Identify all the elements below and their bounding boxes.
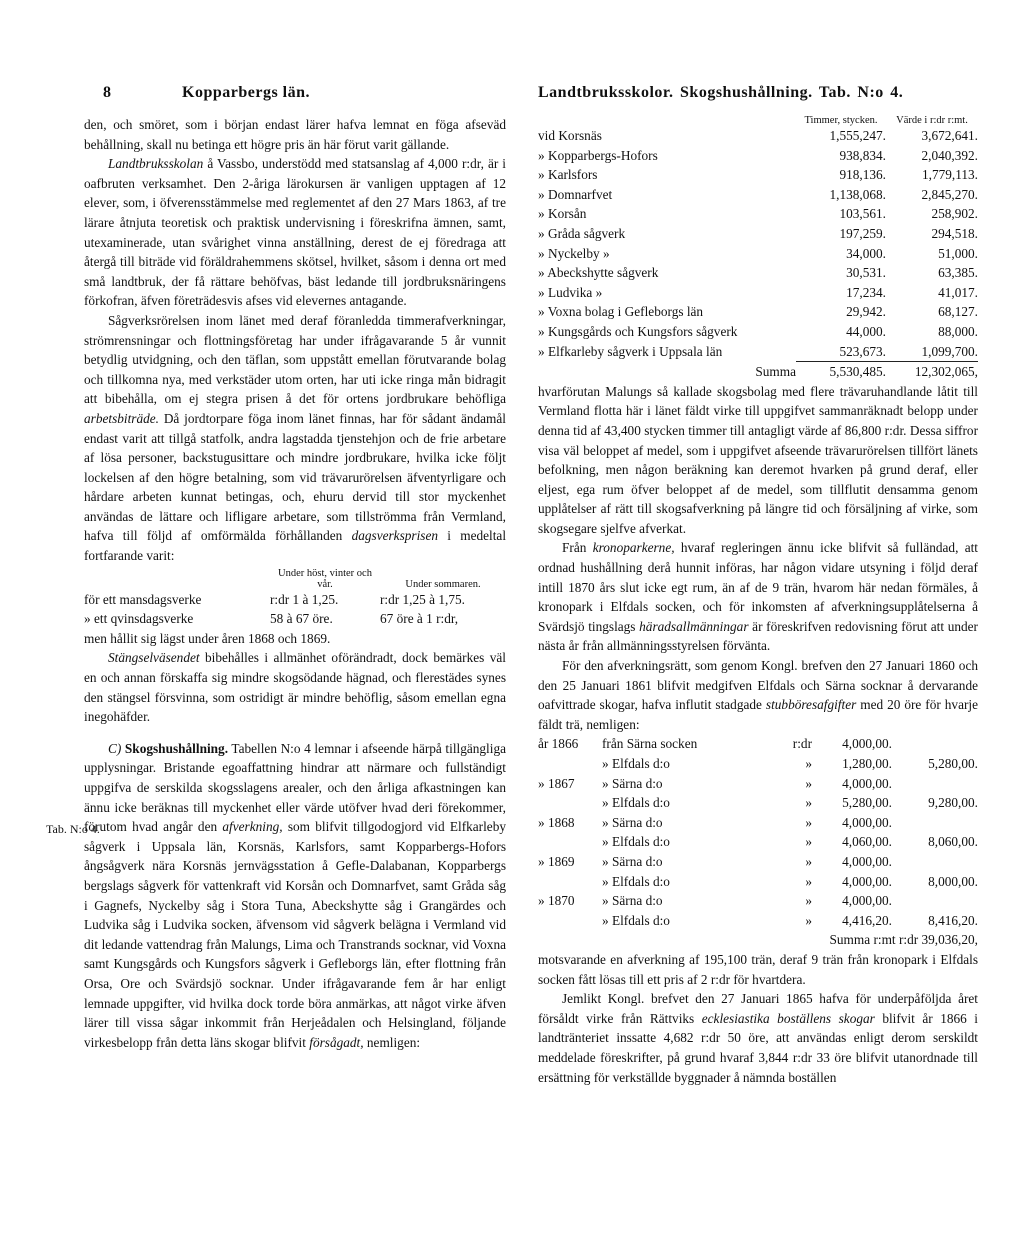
mill-timber: 30,531. [846, 265, 886, 281]
fee-parish: » Särna d:o [602, 814, 663, 830]
sawmill-table [538, 115, 978, 382]
text: Jemlikt Kongl. brefvet den 27 Januari 1865 hafva för underpåföljda året försåldt virke från Rättviks [538, 991, 978, 1026]
left-column [84, 115, 506, 1052]
fee-year: » 1868 [538, 814, 575, 830]
fee-total: 8,416,20. [928, 912, 978, 928]
wage-head-winter: Under höst, vinter och vår. [278, 567, 372, 590]
mill-name: » Voxna bolag i Gefleborgs län [538, 304, 704, 320]
fee-parish: från Särna socken [602, 736, 698, 752]
sum-value: 12,302,065, [886, 362, 978, 382]
mill-name: » Kopparbergs-Hofors [538, 147, 658, 163]
fee-parish: » Elfdals d:o [602, 873, 670, 889]
mill-timber: 103,561. [839, 206, 886, 222]
fee-sum: Summa r:mt r:dr 39,036,20, [829, 932, 978, 948]
fee-total [892, 813, 978, 833]
mill-row [538, 224, 978, 244]
mill-row [538, 185, 978, 205]
fee-amount: 4,000,00. [842, 873, 892, 889]
paragraph-fencing [84, 648, 506, 726]
fee-amount: 4,416,20. [842, 912, 892, 928]
fee-amount: 5,280,00. [842, 795, 892, 811]
paragraph-equivalent: motsvarande en afverkning af 195,100 trän, deraf 9 trän från kronopark i Elfdals socken fått lösas till ett pris af 2 r:dr för hvartdera. [538, 951, 978, 987]
mill-value: 3,672,641. [921, 128, 978, 143]
head-timber: Timmer, stycken. [804, 115, 878, 126]
fee-currency: » [805, 853, 812, 869]
fee-parish: » Särna d:o [602, 775, 663, 791]
wage-summer: 67 öre à 1 r:dr, [380, 611, 459, 627]
paragraph-stump-fees [538, 656, 978, 734]
text: i medeltal fortfarande varit: [84, 528, 507, 564]
mill-name: » Elfkarleby sågverk i Uppsala län [538, 344, 723, 360]
term-landtbruksskolan: Landtbruksskolan [108, 156, 204, 172]
mill-value: 63,385. [938, 265, 978, 281]
mill-row [538, 302, 978, 322]
mill-name: vid Korsnäs [538, 128, 602, 143]
wage-row [84, 590, 506, 610]
fee-currency: » [805, 912, 812, 928]
fee-total: 9,280,00. [928, 795, 978, 811]
fee-parish: » Elfdals d:o [602, 756, 670, 771]
fee-row [538, 774, 978, 794]
paragraph-butter: den, och smöret, som i början endast lärer hafva lemnat en föga afseväd behållning, skall nu betinga ett högre pris än här förut varit gällande. [84, 117, 506, 152]
term-dagsverksprisen: dagsverksprisen [351, 528, 438, 544]
fee-row [538, 852, 978, 872]
paragraph-sawmill-business [84, 311, 506, 566]
mill-value: 51,000. [938, 245, 978, 261]
page-number: 8 [103, 84, 112, 101]
fee-amount: 4,000,00. [842, 893, 892, 909]
fee-total: 5,280,00. [928, 756, 978, 771]
section-title: Skogshushållning. [124, 740, 229, 756]
sum-timber: 5,530,485. [796, 362, 886, 382]
mill-value: 294,518. [931, 225, 978, 241]
section-letter: C) [108, 740, 122, 756]
wage-label: för ett mansdagsverke [84, 591, 202, 607]
fee-row [538, 813, 978, 833]
mill-value: 41,017. [938, 284, 978, 300]
fee-currency: » [805, 814, 812, 830]
mill-row [538, 342, 978, 362]
mill-timber: 34,000. [846, 245, 886, 261]
right-running-title: Landtbruksskolor. Skogshushållning. Tab. N:o 4. [538, 84, 904, 101]
fee-year [538, 832, 602, 852]
term-haradsallmanningar: häradsallmänningar [639, 618, 749, 634]
fee-row [538, 734, 978, 754]
fee-year [538, 754, 602, 774]
wage-row [84, 609, 506, 629]
fee-parish: » Särna d:o [602, 893, 663, 909]
fee-parish: » Elfdals d:o [602, 912, 670, 928]
wage-table [84, 568, 506, 629]
fee-amount: 4,000,00. [842, 736, 892, 752]
mill-name: » Kungsgårds och Kungsfors sågverk [538, 323, 738, 339]
fee-year [538, 911, 602, 931]
mill-timber: 523,673. [839, 343, 886, 359]
paragraph-agricultural-school [84, 154, 506, 311]
mill-row [538, 263, 978, 283]
fee-parish: » Elfdals d:o [602, 795, 670, 811]
mill-row [538, 126, 978, 146]
mill-name: » Korsån [538, 206, 587, 222]
text: nemligen: [363, 1034, 421, 1050]
mill-row [538, 283, 978, 303]
term-kronoparkerne: kronoparkerne, [592, 540, 675, 556]
fee-row [538, 793, 978, 813]
fee-table [538, 734, 978, 950]
fee-currency: » [805, 756, 812, 771]
wage-winter: r:dr 1 à 1,25. [270, 591, 339, 607]
mill-name: » Nyckelby » [538, 245, 610, 261]
fee-year: » 1870 [538, 893, 575, 909]
text: som blifvit tillgodogjord vid Elfkarleby sågverk i Uppsala län, Korsnäs, Karlsfors, samt Kopparbergs-Hofors ångsågverk nära Korsnäs jernvägsstation å Gefle-Dalabanan, Kopparbergs bergslags sågverk för vattenkraft vid Korsån och Domnarfvet, samt Gråda såg i Gagnefs, Nyckelby såg i Stora Tuna, Abeckshytte såg i Grangärdes och Ludvika såg i Ludvika socken, äfvensom vid sågverk belägna i Vermland vid dit ledande vattendrag från Malungs, Lima och Transtrands socknar, vid Voxna samt Kungsgårds och Kungsfors sågverk i Gefleborgs län, efter flottning från Orsa, Ore och Svärdsjö socknar. Under ifrågavarande fem år har enligt lemnade uppgifter, vid hvilka dock torde böra anmärkas, att något virke äfven lärer till vissa sågar inkommit från Herjeådalen och Helsingland, följande virkesbelopp från detta läns skogar blifvit [84, 819, 506, 1050]
fee-parish: » Elfdals d:o [602, 834, 670, 850]
wage-head-summer: Under sommaren. [405, 578, 481, 590]
fee-row [538, 911, 978, 931]
text: är föreskrifven redovisning förut att under nästa år från allmänningsstyrelsen förvänta. [538, 618, 978, 654]
mill-row [538, 165, 978, 185]
paragraph-crown-parks [538, 538, 978, 656]
text: hvaraf regleringen ännu icke blifvit så fulländad, att ordnad hushållning derå hunnit införas, har någon vidare utsyning i följd deraf intill 1870 års slut icke egt rum, än af de 9 trän, hvarom här nedan förmäles, å kronopark i Elfdals socken, och för inkomsten af afverkningsupplåtelserna å Svärdsjö tingslags [538, 540, 979, 634]
fee-total [892, 852, 978, 872]
fee-row [538, 872, 978, 892]
right-column [538, 115, 978, 1087]
paragraph-forestry [84, 739, 506, 1053]
wage-summer: r:dr 1,25 à 1,75. [380, 591, 465, 607]
mill-timber: 1,138,068. [829, 186, 886, 202]
mill-timber: 918,136. [839, 167, 886, 183]
text: med 20 öre för hvarje fäldt trä, nemligen: [538, 697, 978, 732]
term-afverkning: afverkning, [222, 819, 283, 835]
fee-amount: 1,280,00. [842, 756, 892, 771]
left-running-title: Kopparbergs län. [182, 84, 311, 101]
fee-amount: 4,000,00. [842, 775, 892, 791]
fee-year: år 1866 [538, 736, 579, 752]
fee-year [538, 793, 602, 813]
text: För den afverkningsrätt, som genom Kongl. brefven den 27 Januari 1860 och den 25 Januari 1861 blifvit medgifven Elfdals och Särna socknar å dervarande oafvittrade skogar, hafva influtit stadgade [538, 658, 978, 713]
mill-timber: 197,259. [839, 225, 886, 241]
text: å Vassbo, understödd med statsanslag af 4,000 r:dr, är i oafbruten verksamhet. Den 2-åriga lärokursen är vanligen upptagen af 12 elever, som, i öfverensstämmelse med reglementet af den 27 Mars 1863, af tre lärare åtnjuta teoretisk och praktisk undervisning i föreskrifna ämnen, samt, utexaminerade, utan svårighet vinna anställning, derest de ej föredraga att återgå till biträde vid föräldrahemmens skötsel, hvilket, såsom i denna ort med små landtbruk, der få rättare behöfvas, bäst ledande till jordbruksnäringens förkofran, äfven företrädesvis afses vid elevernes antagande. [84, 156, 506, 309]
text: Då jordtorpare föga inom länet finnas, har för sådant ändamål endast varit att tillgå statfolk, andra lagstadda tjenstehjon och de frie arbetare af lösa personer, backstugusittare och mindre jordbrukare, hvilka icke följt lockelsen af den högre betalning, som vid trävarurörelsen äfventyrligare och hårdare arbeten kunnat betingas, och, ehuru dervid till stor myckenhet användas de lättare och lifligare arbetare, som tillströmma från Vermland, hafva till följd af omförmälda förhållanden [84, 410, 506, 544]
fee-amount: 4,060,00. [842, 834, 892, 850]
fee-currency: » [805, 834, 812, 850]
fee-year: » 1867 [538, 775, 575, 791]
fee-amount: 4,000,00. [842, 814, 892, 830]
mill-name: » Karlsfors [538, 167, 598, 183]
fee-year [538, 872, 602, 892]
term-stubboresafgifter: stubböresafgifter [765, 697, 857, 713]
text: blifvit år 1866 i landtränteriet inssatte 4,682 r:dr 50 öre, att användas enligt derom serskildt meddelade föreskrifter, på grund hvaraf 3,844 r:dr 33 öre blifvit utanordnade till ersättning för verkställde byggnader å nämnda boställen [538, 1010, 978, 1085]
wage-label: » ett qvinsdagsverke [84, 611, 194, 627]
term-forsagadt: försågadt, [309, 1034, 364, 1050]
fee-row [538, 832, 978, 852]
mill-value: 258,902. [931, 206, 978, 222]
fee-currency: » [805, 893, 812, 909]
fee-amount: 4,000,00. [842, 853, 892, 869]
fee-currency: » [805, 873, 812, 889]
mill-name: » Ludvika » [538, 284, 603, 300]
paragraph-malung: hvarförutan Malungs så kallade skogsbolag med flere trävaruhandlande låtit till Vermland flotta här i länet fäldt virke till uppgifvet sammanräknadt belopp under denna tid af 43,400 stycken timmer till antagligt värde af 86,800 r:dr. Dessa siffror visa väl beloppet af medel, som i uppgifvet afseende trävarurörelsen tillfört länets befolkning, men någon beräkning kan deremot hvarken på grund deraf, eller eljest, ega rum öfver beloppet af de medel, som tillflutit densamma genom upplåtelser af rätt till skogsafverkning på längre tid och försäljning af virke, som skogsegare sjelfve afverkat. [538, 383, 978, 536]
text: bibehålles i allmänhet oförändradt, dock bemärkes väl en och annan förskaffa sig mindre skogsödande hägnad, och flerestädes synes den stängsel försvinna, som ostridigt är mindre behöflig, såsom emellan egna inegohäfder. [84, 650, 506, 725]
fee-parish: » Särna d:o [602, 853, 663, 869]
mill-row [538, 322, 978, 342]
fee-total [892, 734, 978, 754]
mill-row [538, 244, 978, 264]
text: Sågverksrörelsen inom länet med deraf föranledda timmerafverkningar, strömrensningar och flottningsföretag har under ifrågavarande 5 år vunnit betydlig utvidgning, och den täflan, som uppstått emellan förutvarande bolag och tillkomna nya, med verkstäder utom orten, har uti icke ringa mån bidragit att bibehålla, om ej stegra prisen å det för ortens jordbrukare behöfliga [84, 312, 506, 407]
mill-value: 2,040,392. [921, 147, 978, 163]
mill-timber: 17,234. [846, 284, 886, 300]
term-stangselvasendet: Stängselväsendet [108, 650, 200, 666]
wage-after: men hållit sig lägst under åren 1868 och 1869. [84, 630, 331, 646]
fee-row [538, 891, 978, 911]
fee-total: 8,060,00. [928, 834, 978, 850]
mill-name: » Abeckshytte sågverk [538, 265, 659, 281]
mill-value: 88,000. [938, 323, 978, 339]
wage-winter: 58 à 67 öre. [270, 611, 333, 627]
text: Från [562, 540, 587, 556]
text: Tabellen N:o 4 lemnar i afseende härpå tillgängliga upplysningar. Bristande egoaffattning hindrar att närmare och fullständigt uppgifva de serskilda skogsslagens arealer, och den årliga afkastningen kan ännu icke beräknas till myckenhet eller värde utöfver hvad deri förekommer, förutom hvad angår den [84, 740, 506, 835]
head-value: Värde i r:dr r:mt. [896, 115, 968, 126]
mill-name: » Domnarfvet [538, 186, 613, 202]
fee-currency: » [805, 795, 812, 811]
paragraph-rattvik [538, 989, 978, 1087]
mill-timber: 1,555,247. [829, 128, 886, 143]
fee-year: » 1869 [538, 853, 575, 869]
fee-currency: » [805, 775, 812, 791]
mill-row [538, 146, 978, 166]
fee-row [538, 754, 978, 774]
mill-value: 2,845,270. [921, 186, 978, 202]
mill-value: 1,779,113. [921, 167, 978, 183]
mill-timber: 29,942. [846, 304, 886, 320]
mill-timber: 44,000. [846, 323, 886, 339]
mill-value: 1,099,700. [921, 343, 978, 359]
mill-timber: 938,834. [839, 147, 886, 163]
mill-name: » Gråda sågverk [538, 225, 626, 241]
mill-row [538, 204, 978, 224]
fee-total [892, 774, 978, 794]
fee-currency: r:dr [792, 736, 812, 752]
margin-table-reference: Tab. N:o 4. [46, 822, 100, 836]
fee-total: 8,000,00. [928, 873, 978, 889]
fee-total [892, 891, 978, 911]
term-ecklesiastika: ecklesiastika boställens skogar [701, 1010, 875, 1026]
mill-value: 68,127. [938, 304, 978, 320]
term-arbetsbitrade: arbetsbiträde. [84, 410, 159, 426]
sum-label: Summa [755, 364, 796, 380]
